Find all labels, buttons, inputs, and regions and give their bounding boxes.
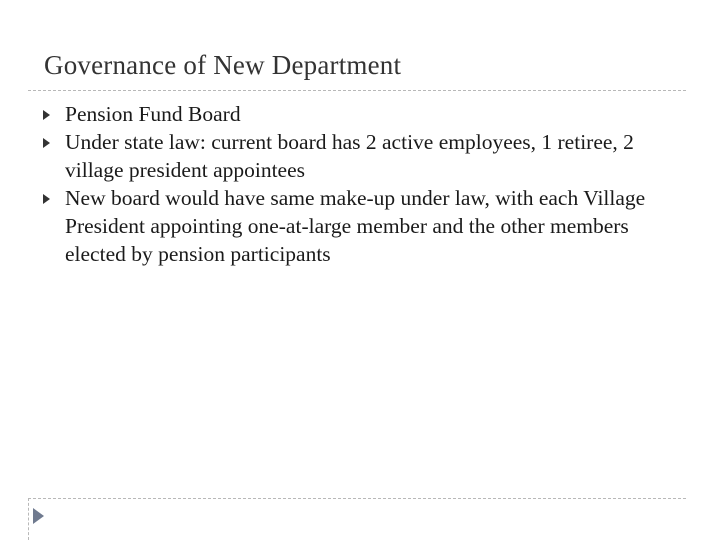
play-arrow-icon[interactable] (33, 508, 44, 524)
triangle-bullet-icon (43, 138, 50, 148)
bullet-item (40, 100, 680, 128)
footer-side-divider (28, 498, 29, 540)
bullet-text: Under state law: current board has 2 active employees, 1 retiree, 2 village president appointees (65, 130, 634, 182)
bullet-list (40, 100, 680, 268)
bullet-text: New board would have same make-up under law, with each Village President appointing one-at-large member and the other members elected by pension participants (65, 186, 646, 266)
triangle-bullet-icon (43, 194, 50, 204)
bullet-item (40, 128, 680, 184)
slide-title: Governance of New Department (44, 50, 402, 80)
bullet-text: Pension Fund Board (65, 102, 241, 126)
bullet-item (40, 184, 680, 268)
footer-divider (28, 498, 686, 499)
title-divider (28, 90, 686, 91)
triangle-bullet-icon (43, 110, 50, 120)
